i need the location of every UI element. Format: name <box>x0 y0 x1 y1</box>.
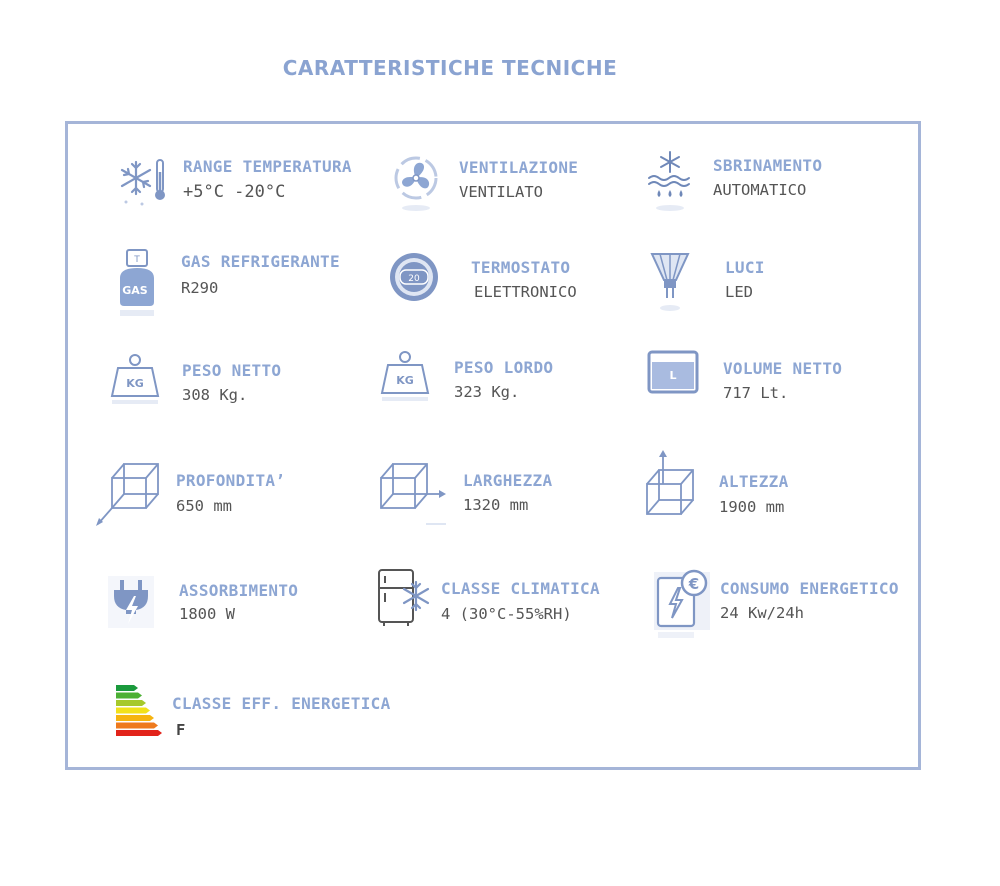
volume-netto-label: VOLUME NETTO <box>723 359 843 378</box>
sbrinamento-value: AUTOMATICO <box>713 181 807 199</box>
peso-lordo-icon-text: KG <box>396 374 414 387</box>
power-plug-icon <box>106 574 156 630</box>
gas-icon-text: GAS <box>122 284 148 297</box>
gas-refrigerante-value: R290 <box>181 279 219 297</box>
energy-class-bar <box>116 715 154 721</box>
range-temperatura-value: +5°C -20°C <box>183 182 286 202</box>
assorbimento-label: ASSORBIMENTO <box>179 581 299 600</box>
page-title: CARATTERISTICHE TECNICHE <box>282 56 618 80</box>
energy-consumption-icon <box>652 568 714 640</box>
weight-icon <box>110 354 160 406</box>
thermostat-icon <box>387 250 441 304</box>
volume-icon <box>647 350 699 398</box>
energy-class-bar <box>116 685 138 691</box>
gas-cylinder-icon <box>114 248 160 320</box>
gas-refrigerante-label: GAS REFRIGERANTE <box>181 252 340 271</box>
width-cube-icon <box>378 460 450 530</box>
classe-climatica-label: CLASSE CLIMATICA <box>441 579 600 598</box>
svg-text:T: T <box>134 255 140 265</box>
termostato-value: ELETTRONICO <box>474 283 577 301</box>
thermostat-icon-text: 20 <box>408 274 420 284</box>
volume-netto-value: 717 Lt. <box>723 384 789 402</box>
consumo-energetico-value: 24 Kw/24h <box>720 604 804 622</box>
energy-class-bar <box>116 708 150 714</box>
energy-class-bar <box>116 693 142 699</box>
luci-value: LED <box>725 283 753 301</box>
height-cube-icon <box>643 448 703 524</box>
snowflake-thermometer-icon <box>112 150 172 210</box>
assorbimento-value: 1800 W <box>179 605 235 623</box>
sbrinamento-label: SBRINAMENTO <box>713 156 823 175</box>
defrost-icon <box>645 148 695 214</box>
luci-label: LUCI <box>725 258 765 277</box>
termostato-label: TERMOSTATO <box>471 258 571 277</box>
energy-class-bar <box>116 730 162 736</box>
profondita-value: 650 mm <box>176 497 232 515</box>
fridge-snowflake-icon <box>376 568 436 628</box>
weight-icon <box>380 351 430 403</box>
peso-lordo-label: PESO LORDO <box>454 358 554 377</box>
classe-eff-energetica-value: F <box>176 721 186 739</box>
fan-icon <box>390 152 442 214</box>
led-bulb-icon <box>648 250 692 316</box>
larghezza-value: 1320 mm <box>463 496 529 514</box>
peso-netto-icon-text: KG <box>126 377 144 390</box>
peso-lordo-value: 323 Kg. <box>454 383 520 401</box>
volume-icon-text: L <box>669 369 677 382</box>
energy-class-bar <box>116 700 146 706</box>
classe-climatica-value: 4 (30°C-55%RH) <box>441 605 572 623</box>
consumo-energetico-label: CONSUMO ENERGETICO <box>720 579 899 598</box>
ventilazione-label: VENTILAZIONE <box>459 158 579 177</box>
depth-cube-icon <box>94 460 164 530</box>
euro-icon-text: € <box>688 575 700 593</box>
specs-panel <box>65 121 921 770</box>
range-temperatura-label: RANGE TEMPERATURA <box>183 157 352 176</box>
peso-netto-label: PESO NETTO <box>182 361 282 380</box>
profondita-label: PROFONDITA’ <box>176 471 286 490</box>
classe-eff-energetica-label: CLASSE EFF. ENERGETICA <box>172 694 391 713</box>
larghezza-label: LARGHEZZA <box>463 471 553 490</box>
altezza-value: 1900 mm <box>719 498 785 516</box>
altezza-label: ALTEZZA <box>719 472 789 491</box>
energy-class-bars-icon <box>116 683 166 739</box>
peso-netto-value: 308 Kg. <box>182 386 248 404</box>
ventilazione-value: VENTILATO <box>459 183 543 201</box>
energy-class-bar <box>116 723 158 729</box>
